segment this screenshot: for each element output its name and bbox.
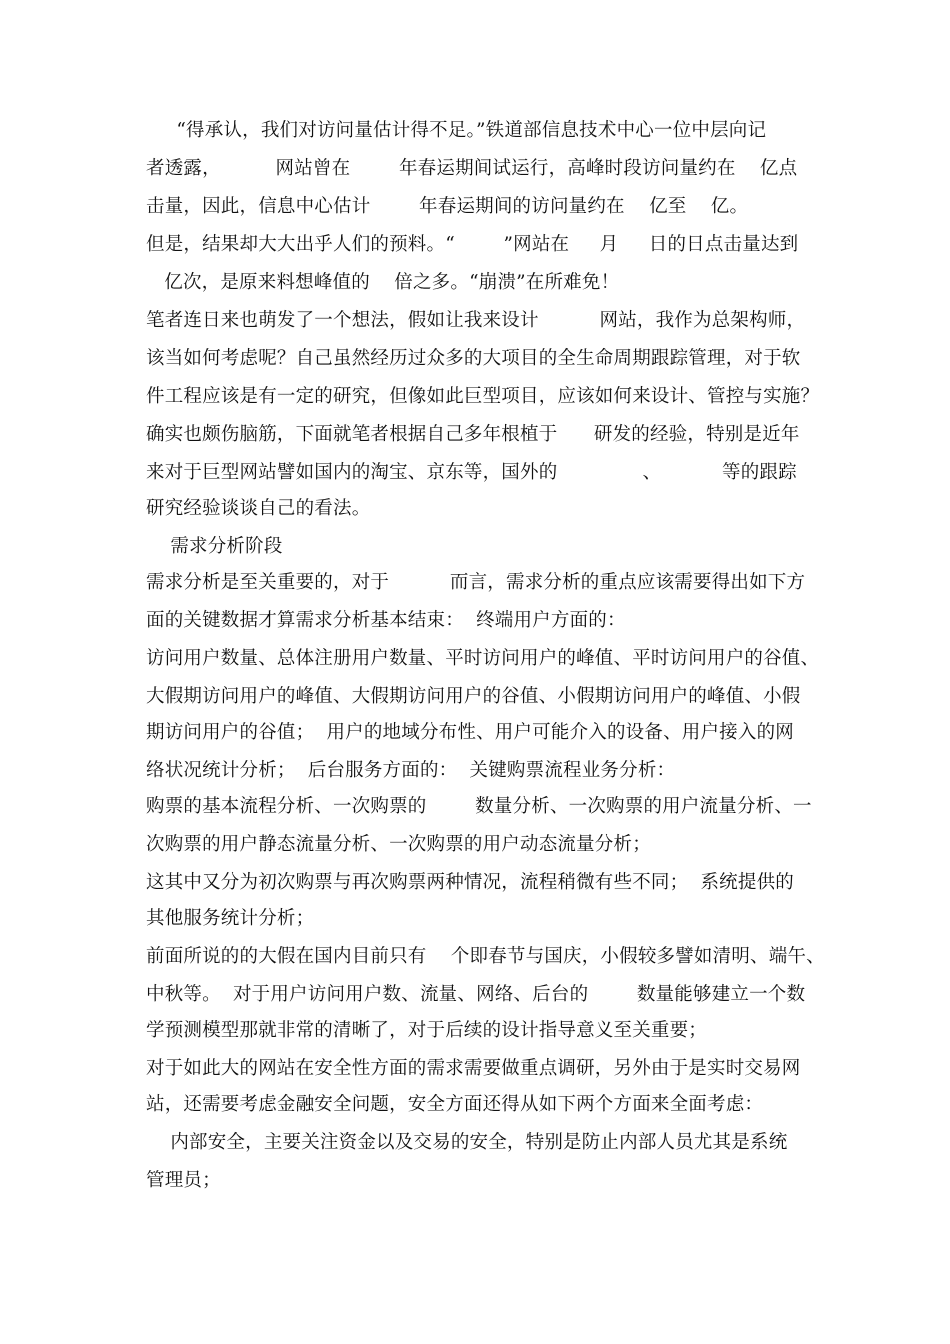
text-line: 大假期访问用户的峰值、大假期访问用户的谷值、小假期访问用户的峰值、小假 (146, 686, 801, 707)
text-line: 学预测模型那就非常的清晰了，对于后续的设计指导意义至关重要； (146, 1020, 708, 1041)
text-line: 其他服务统计分析； (146, 908, 315, 929)
text-line: 次购票的用户静态流量分析、一次购票的用户动态流量分析； (146, 834, 651, 855)
text-line: 期访问用户的谷值； 用户的地域分布性、用户可能介入的设备、用户接入的网 (146, 722, 794, 743)
text-line: 但是，结果却大大出乎人们的预料。“ ”网站在 月 日的日点击量达到 (146, 234, 799, 255)
text-line: 面的关键数据才算需求分析基本结束： 终端用户方面的： (146, 610, 626, 631)
text-line: 来对于巨型网站譬如国内的淘宝、京东等，国外的 、 等的跟踪 (146, 462, 797, 483)
text-line: 击量，因此，信息中心估计 年春运期间的访问量约在 亿至 亿。 (146, 196, 749, 217)
text-line: 中秋等。 对于用户访问用户数、流量、网络、后台的 数量能够建立一个数 (146, 984, 806, 1005)
text-line: 者透露， 网站曾在 年春运期间试运行，高峰时段访问量约在 亿点 (146, 158, 798, 179)
section-heading: 需求分析阶段 (146, 536, 283, 557)
text-line: 络状况统计分析； 后台服务方面的： 关键购票流程业务分析： (146, 760, 676, 781)
text-line: 件工程应该是有一定的研究，但像如此巨型项目，应该如何来设计、管控与实施？ (146, 386, 820, 407)
text-line: 这其中又分为初次购票与再次购票两种情况，流程稍微有些不同； 系统提供的 (146, 872, 794, 893)
text-line: 笔者连日来也萌发了一个想法，假如让我来设计 网站，我作为总架构师， (146, 310, 806, 331)
text-line: 亿次，是原来料想峰值的 倍之多。“崩溃”在所难免！ (146, 272, 620, 293)
text-line: 内部安全，主要关注资金以及交易的安全，特别是防止内部人员尤其是系统 (146, 1132, 788, 1153)
text-line: 需求分析是至关重要的，对于 而言，需求分析的重点应该需要得出如下方 (146, 572, 806, 593)
text-line: 对于如此大的网站在安全性方面的需求需要做重点调研，另外由于是实时交易网 (146, 1058, 801, 1079)
text-line: 该当如何考虑呢？自己虽然经历过众多的大项目的全生命周期跟踪管理，对于软 (146, 348, 801, 369)
text-line: 确实也颇伤脑筋，下面就笔者根据自己多年根植于 研发的经验，特别是近年 (146, 424, 800, 445)
text-line: 访问用户数量、总体注册用户数量、平时访问用户的峰值、平时访问用户的谷值、 (146, 648, 820, 669)
text-line: 前面所说的的大假在国内目前只有 个即春节与国庆，小假较多譬如清明、端午、 (146, 946, 825, 967)
text-line: 站，还需要考虑金融安全问题，安全方面还得从如下两个方面来全面考虑： (146, 1094, 764, 1115)
text-line: 购票的基本流程分析、一次购票的 数量分析、一次购票的用户流量分析、一 (146, 796, 812, 817)
text-line: “得承认，我们对访问量估计得不足。”铁道部信息技术中心一位中层向记 (146, 120, 767, 141)
text-line: 研究经验谈谈自己的看法。 (146, 498, 371, 519)
text-line: 管理员； (146, 1170, 221, 1191)
